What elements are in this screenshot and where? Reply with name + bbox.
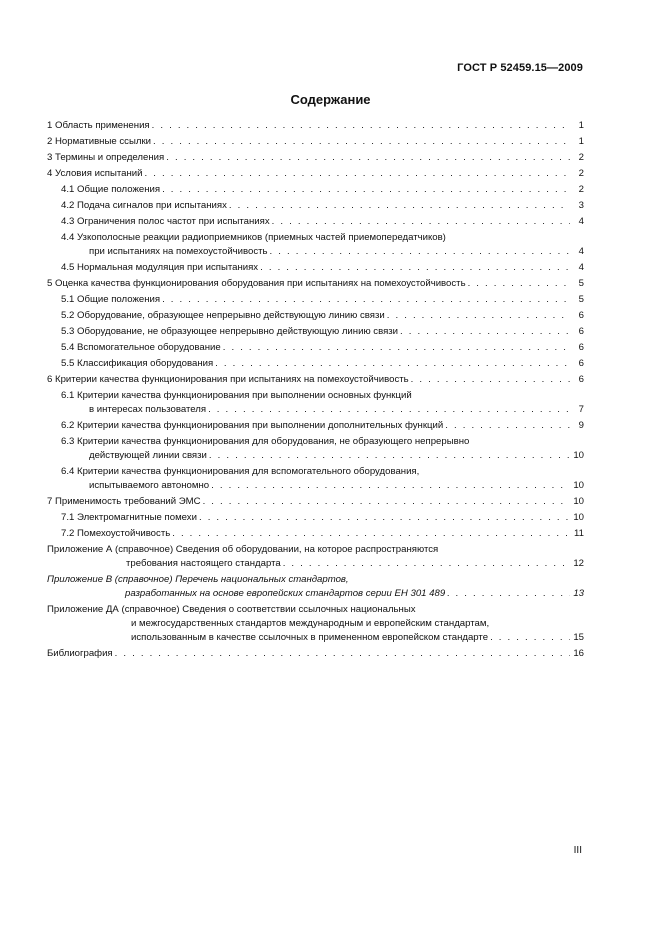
toc-page-number: 6 xyxy=(578,310,584,321)
toc-entry[interactable] xyxy=(47,277,584,291)
toc-dot-leader xyxy=(447,587,570,601)
toc-entry[interactable] xyxy=(47,543,584,571)
toc-entry-title: 4.4 Узкополосные реакции радиоприемников (приемных частей приемопередатчиков) xyxy=(61,232,446,243)
toc-entry-title: 4.5 Нормальная модуляция при испытаниях xyxy=(61,262,259,273)
toc-dot-leader xyxy=(270,245,570,259)
toc-dot-leader xyxy=(115,647,570,661)
toc-page-number: 4 xyxy=(578,216,584,227)
toc-entry[interactable] xyxy=(47,647,584,661)
toc-entry-title: 4.3 Ограничения полос частот при испытаниях xyxy=(61,216,270,227)
toc-entry-title: 5.2 Оборудование, образующее непрерывно действующую линию связи xyxy=(61,310,385,321)
toc-title: Содержание xyxy=(290,92,371,107)
toc-page-number: 2 xyxy=(578,184,584,195)
toc-dot-leader xyxy=(229,199,570,213)
toc-entry-title-last-line: в интересах пользователя xyxy=(89,404,207,415)
toc-dot-leader xyxy=(272,215,570,229)
toc-page-number: 10 xyxy=(573,496,584,507)
toc-entry[interactable] xyxy=(47,373,584,387)
toc-page-number: 6 xyxy=(578,326,584,337)
toc-entry-title: 1 Область применения xyxy=(47,120,150,131)
toc-entry-title: Приложение В (справочное) Перечень национальных стандартов, xyxy=(47,574,349,585)
page-header: ГОСТ Р 52459.15—2009 xyxy=(457,62,583,74)
toc-dot-leader xyxy=(172,527,570,541)
toc-entry-title: Приложение А (справочное) Сведения об оборудовании, на которое распространяются xyxy=(47,544,439,555)
toc-dot-leader xyxy=(445,419,570,433)
toc-entry-title: 7.1 Электромагнитные помехи xyxy=(61,512,197,523)
toc-entry-title: 7.2 Помехоустойчивость xyxy=(61,528,171,539)
toc-page-number: 1 xyxy=(578,120,584,131)
toc-dot-leader xyxy=(215,357,570,371)
toc-page-number: 10 xyxy=(573,450,584,461)
toc-entry-title: 4.1 Общие положения xyxy=(61,184,161,195)
toc-entry-title-last-line: испытываемого автономно xyxy=(89,480,210,491)
toc-entry-title: 7 Применимость требований ЭМС xyxy=(47,496,201,507)
toc-page-number: 4 xyxy=(578,262,584,273)
toc-entry[interactable] xyxy=(47,261,584,275)
toc-page-number: 9 xyxy=(578,420,584,431)
toc-entry[interactable] xyxy=(47,389,584,417)
toc-entry[interactable] xyxy=(47,119,584,133)
toc-page-number: 3 xyxy=(578,200,584,211)
toc-entry-title: Приложение ДА (справочное) Сведения о соответствии ссылочных национальных xyxy=(47,604,416,615)
toc-entry-title: 5.3 Оборудование, не образующее непрерывно действующую линию связи xyxy=(61,326,399,337)
toc-entry-title: 6 Критерии качества функционирования при испытаниях на помехоустойчивость xyxy=(47,374,409,385)
table-of-contents xyxy=(47,119,584,663)
toc-entry-title: 6.4 Критерии качества функционирования для вспомогательного оборудования, xyxy=(61,466,420,477)
toc-entry[interactable] xyxy=(47,325,584,339)
toc-entry-title: 6.2 Критерии качества функционирования при выполнении дополнительных функций xyxy=(61,420,444,431)
toc-entry[interactable] xyxy=(47,309,584,323)
page-number: III xyxy=(573,845,582,856)
toc-page-number: 1 xyxy=(578,136,584,147)
toc-page-number: 2 xyxy=(578,168,584,179)
toc-dot-leader xyxy=(387,309,570,323)
toc-dot-leader xyxy=(209,449,570,463)
toc-dot-leader xyxy=(400,325,570,339)
toc-dot-leader xyxy=(490,631,570,645)
toc-page-number: 6 xyxy=(578,342,584,353)
toc-entry[interactable] xyxy=(47,435,584,463)
toc-entry[interactable] xyxy=(47,603,584,645)
toc-entry-title-last-line: при испытаниях на помехоустойчивость xyxy=(89,246,268,257)
toc-entry-title: 6.3 Критерии качества функционирования для оборудования, не образующего непрерывно xyxy=(61,436,470,447)
toc-page-number: 12 xyxy=(573,558,584,569)
toc-entry-title: 3 Термины и определения xyxy=(47,152,165,163)
toc-entry-title: 5.1 Общие положения xyxy=(61,294,161,305)
toc-entry-title: 4.2 Подача сигналов при испытаниях xyxy=(61,200,227,211)
toc-entry-title-continued: и межгосударственных стандартов международным и европейским стандартам, xyxy=(131,618,490,629)
toc-page-number: 15 xyxy=(573,632,584,643)
toc-entry-title: 4 Условия испытаний xyxy=(47,168,143,179)
toc-dot-leader xyxy=(223,341,570,355)
toc-dot-leader xyxy=(166,151,570,165)
toc-entry-title: 5.4 Вспомогательное оборудование xyxy=(61,342,221,353)
toc-entry[interactable] xyxy=(47,419,584,433)
toc-dot-leader xyxy=(162,183,570,197)
toc-page-number: 11 xyxy=(574,528,584,539)
toc-entry[interactable] xyxy=(47,151,584,165)
toc-dot-leader xyxy=(153,135,570,149)
toc-entry[interactable] xyxy=(47,231,584,259)
toc-entry[interactable] xyxy=(47,357,584,371)
toc-entry[interactable] xyxy=(47,527,584,541)
toc-entry[interactable] xyxy=(47,167,584,181)
toc-page-number: 6 xyxy=(578,358,584,369)
toc-page-number: 5 xyxy=(578,294,584,305)
toc-entry[interactable] xyxy=(47,215,584,229)
toc-entry-title: 5.5 Классификация оборудования xyxy=(61,358,214,369)
toc-dot-leader xyxy=(260,261,570,275)
toc-entry[interactable] xyxy=(47,183,584,197)
toc-entry-title: 5 Оценка качества функционирования оборудования при испытаниях на помехоустойчивость xyxy=(47,278,466,289)
toc-entry[interactable] xyxy=(47,495,584,509)
toc-dot-leader xyxy=(283,557,570,571)
toc-entry[interactable] xyxy=(47,465,584,493)
toc-dot-leader xyxy=(152,119,570,133)
toc-entry[interactable] xyxy=(47,135,584,149)
toc-page-number: 4 xyxy=(578,246,584,257)
toc-dot-leader xyxy=(211,479,570,493)
toc-dot-leader xyxy=(199,511,570,525)
toc-entry-title-last-line: действующей линии связи xyxy=(89,450,207,461)
toc-dot-leader xyxy=(203,495,570,509)
toc-dot-leader xyxy=(411,373,570,387)
toc-entry[interactable] xyxy=(47,199,584,213)
toc-page-number: 10 xyxy=(573,480,584,491)
toc-dot-leader xyxy=(162,293,570,307)
toc-entry-title-last-line: разработанных на основе европейских стандартов серии ЕН 301 489 xyxy=(125,588,446,599)
toc-entry[interactable] xyxy=(47,573,584,601)
toc-entry[interactable] xyxy=(47,511,584,525)
toc-dot-leader xyxy=(468,277,570,291)
toc-page-number: 10 xyxy=(573,512,584,523)
toc-entry-title: 6.1 Критерии качества функционирования при выполнении основных функций xyxy=(61,390,412,401)
toc-page-number: 16 xyxy=(573,648,584,659)
toc-entry-title-last-line: использованным в качестве ссылочных в примененном европейском стандарте xyxy=(131,632,489,643)
toc-entry-title: Библиография xyxy=(47,648,113,659)
toc-dot-leader xyxy=(145,167,571,181)
toc-page-number: 6 xyxy=(578,374,584,385)
toc-page-number: 5 xyxy=(578,278,584,289)
toc-entry-title: 2 Нормативные ссылки xyxy=(47,136,152,147)
toc-page-number: 2 xyxy=(578,152,584,163)
toc-dot-leader xyxy=(208,403,570,417)
toc-entry[interactable] xyxy=(47,341,584,355)
toc-page-number: 13 xyxy=(573,588,584,599)
toc-entry[interactable] xyxy=(47,293,584,307)
toc-page-number: 7 xyxy=(578,404,584,415)
toc-entry-title-last-line: требования настоящего стандарта xyxy=(126,558,281,569)
